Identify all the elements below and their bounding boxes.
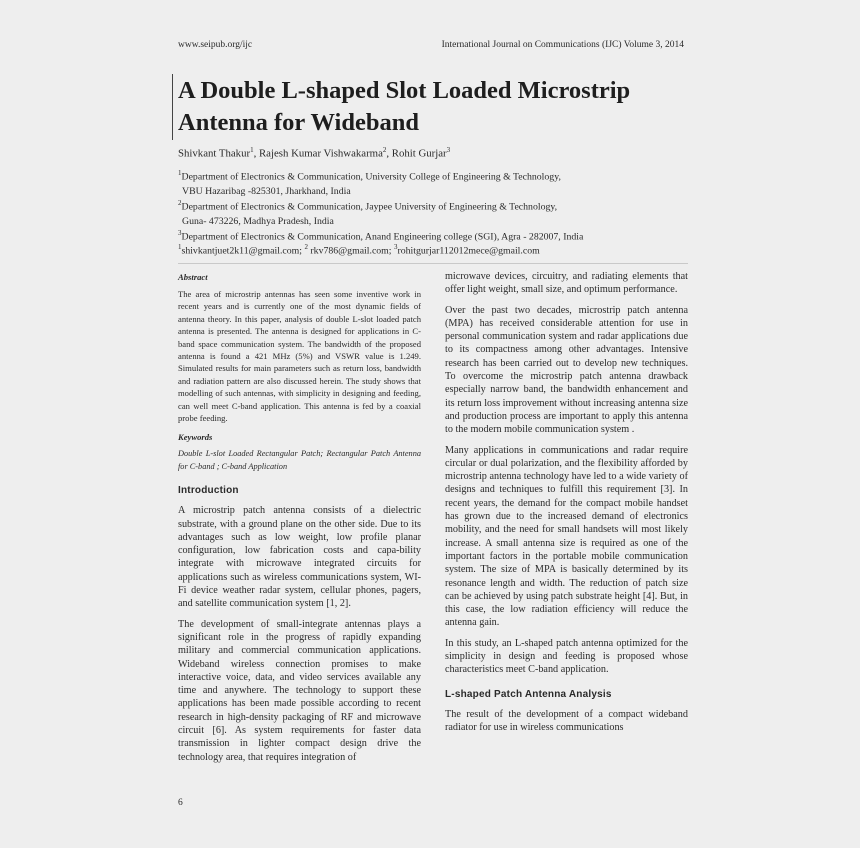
email: rkv786@gmail.com;	[307, 245, 394, 257]
keywords-label: Keywords	[178, 432, 213, 443]
aff-sup: 1	[178, 169, 182, 177]
aff-line: Department of Electronics & Communication, Anand Engineering college (SGI), Agra - 282007, India	[181, 231, 584, 243]
keywords-text: Double L-slot Loaded Rectangular Patch; Rectangular Patch Antenna for C-band ; C-band Application	[178, 449, 421, 471]
author-sup: 2	[382, 146, 387, 154]
aff-sup: 3	[178, 229, 182, 237]
aff-line: Department of Electronics & Communication, University College of Engineering & Technology,	[181, 171, 561, 183]
author-sep: ,	[386, 147, 392, 160]
abstract-label: Abstract	[178, 272, 208, 282]
aff-line: VBU Hazaribag -825301, Jharkhand, India	[182, 185, 351, 197]
email-sup: 3	[393, 243, 398, 251]
page-number: 6	[178, 798, 183, 808]
paragraph: Over the past two decades, microstrip patch antenna (MPA) has received considerable attention for use in personal communication system and radar applications due to its compactness among other advantages. Intensive research has been carried out to develop new techniques. To overcome the microstrip patch antenna drawback especially narrow band, the bandwidth enhancement and its return loss improvement without increasing antenna size and production process are important to apply this antenna to the modern mobile communication system .	[445, 304, 688, 436]
paragraph: The development of small-integrate antennas plays a significant role in the progress of rapidly expanding military and commercial communication applications. Wideband wireless connection promises to make interactive voice, data, and video services available any time and anywhere. The technology to support these applications has been made possible according to recent research in high-density packaging of RF and microwave circuit [6]. As system requirements for faster data transmission in lighter compact design drive the technology area, that requires integration of	[178, 618, 421, 763]
author-sup: 1	[250, 146, 254, 154]
right-column	[445, 270, 688, 741]
paper-title: A Double L-shaped Slot Loaded Microstrip Antenna for Wideband	[178, 77, 631, 136]
section-heading: Introduction	[178, 485, 239, 497]
email-sup: 2	[304, 243, 308, 251]
author-emails	[178, 243, 540, 256]
paragraph: A microstrip patch antenna consists of a dielectric substrate, with a ground plane on the other side. Due to its advantages such as low weight, low profile planar configuration, low fabrication costs and capa-bility integrate with microwave integrated circuits for applications such as wireless communications system, WI-Fi device weather radar system, cellular phones, pagers, and satellite communication system [1, 2].	[178, 505, 421, 610]
author-sup: 3	[446, 146, 451, 154]
affiliation	[178, 196, 557, 229]
section-heading: L-shaped Patch Antenna Analysis	[445, 688, 612, 700]
email-sup: 1	[178, 243, 182, 251]
affiliation	[178, 166, 561, 199]
header-journal: International Journal on Communications (IJC) Volume 3, 2014	[441, 40, 684, 50]
paragraph: In this study, an L-shaped patch antenna optimized for the simplicity in design and feeding is proposed whose characteristics meet C-band application.	[445, 637, 688, 676]
paragraph: microwave devices, circuitry, and radiating elements that offer light weight, small size, and optimum performance.	[445, 271, 688, 296]
affiliation	[178, 226, 583, 245]
author-name: Shivkant Thakur	[178, 147, 251, 160]
paragraph: Many applications in communications and radar require circular or dual polarization, and the flexibility afforded by microstrip antenna technology have led to a wide variety of designs and techniques to fulfill this requirement [3]. In recent years, the demand for the compact mobile handset has grown due to the increased demand of electronics mobility, and the need for small handsets will most likely increase. A small antenna size is required as one of the important factors in the portable mobile communication system. The size of MPA is basically determined by its resonance length and width. The reduction of patch size can be achieved by using patch substrate height [4]. But, in this case, the low radiation efficiency will reduce the antenna gain.	[445, 444, 688, 629]
aff-line: Guna- 473226, Madhya Pradesh, India	[182, 215, 334, 227]
paragraph: The result of the development of a compact wideband radiator for use in wireless communications	[445, 708, 688, 733]
author-list	[178, 146, 450, 160]
email: rohitgurjar112012mece@gmail.com	[397, 245, 540, 257]
author-sep: ,	[253, 147, 259, 160]
header-url: www.seipub.org/ijc	[178, 40, 253, 50]
aff-line: Department of Electronics & Communication, Jaypee University of Engineering & Technology,	[181, 201, 558, 213]
author-name: Rajesh Kumar Vishwakarma	[258, 147, 383, 160]
author-name: Rohit Gurjar	[391, 147, 447, 160]
title-rule	[172, 74, 173, 140]
left-column	[178, 270, 421, 771]
divider	[178, 263, 688, 264]
abstract-text: The area of microstrip antennas has seen some inventive work in recent years and is currently one of the most dynamic fields of antenna theory. In this paper, analysis of double L-slot loaded patch antenna is presented. The antenna is designed for applications in C-band space communication system. The bandwidth of the proposed antenna is found a 421 MHz (5%) and VSWR value is 1.249. Simulated results for main parameters such as return loss, bandwidth and radiation pattern are also discussed herein. The study shows that modelling of such antennas, with simplicity in designing and feeding, can well meet C-band application. This antenna is fed by a coaxial probe feeding.	[178, 289, 421, 424]
aff-sup: 2	[178, 199, 182, 207]
email: shivkantjuet2k11@gmail.com;	[181, 245, 305, 257]
